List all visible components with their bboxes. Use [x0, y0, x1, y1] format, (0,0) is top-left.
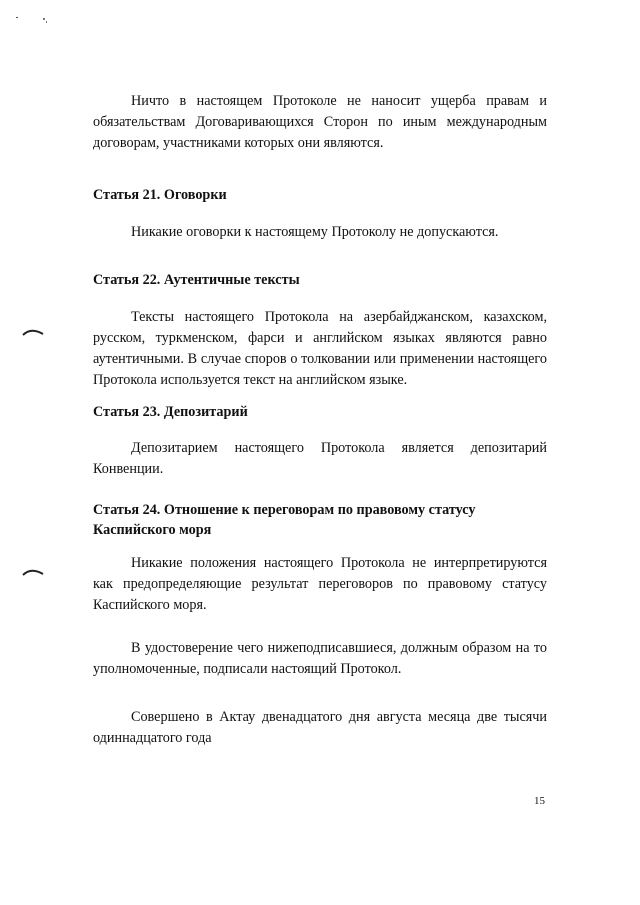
- paragraph-article-23: Депозитарием настоящего Протокола является депозитарий Конвенции.: [93, 440, 547, 477]
- scan-speck: [43, 18, 45, 20]
- paragraph-witness: В удостоверение чего нижеподписавшиеся, должным образом на то уполномоченные, подписали настоящий Протокол.: [93, 640, 547, 677]
- punch-mark-icon: [22, 567, 44, 577]
- paragraph-article-22: Тексты настоящего Протокола на азербайджанском, казахском, русском, туркменском, фарси и английском языках являются равно аутентичными. В случае споров о толковании или применении настоящего Протокола используется текст на английском языке.: [93, 309, 547, 388]
- heading-article-22: Статья 22. Аутентичные тексты: [93, 272, 300, 288]
- paragraph-article-21: Никакие оговорки к настоящему Протоколу не допускаются.: [131, 224, 499, 240]
- scan-speck: [16, 17, 18, 18]
- punch-mark-icon: [22, 327, 44, 337]
- paragraph-article-24: Никакие положения настоящего Протокола не интерпретируются как предопределяющие результат переговоров по правовому статусу Каспийского моря.: [93, 555, 547, 613]
- scan-speck: [46, 21, 47, 23]
- page-number: 15: [534, 795, 545, 807]
- heading-article-24: Статья 24. Отношение к переговорам по правовому статусу Каспийского моря: [93, 502, 476, 538]
- heading-article-21: Статья 21. Оговорки: [93, 187, 227, 203]
- heading-article-23: Статья 23. Депозитарий: [93, 404, 248, 420]
- paragraph-done: Совершено в Актау двенадцатого дня августа месяца две тысячи одиннадцатого года: [93, 709, 547, 746]
- paragraph-intro: Ничто в настоящем Протоколе не наносит ущерба правам и обязательствам Договаривающихся Сторон по иным международным договорам, участниками которых они являются.: [93, 93, 547, 151]
